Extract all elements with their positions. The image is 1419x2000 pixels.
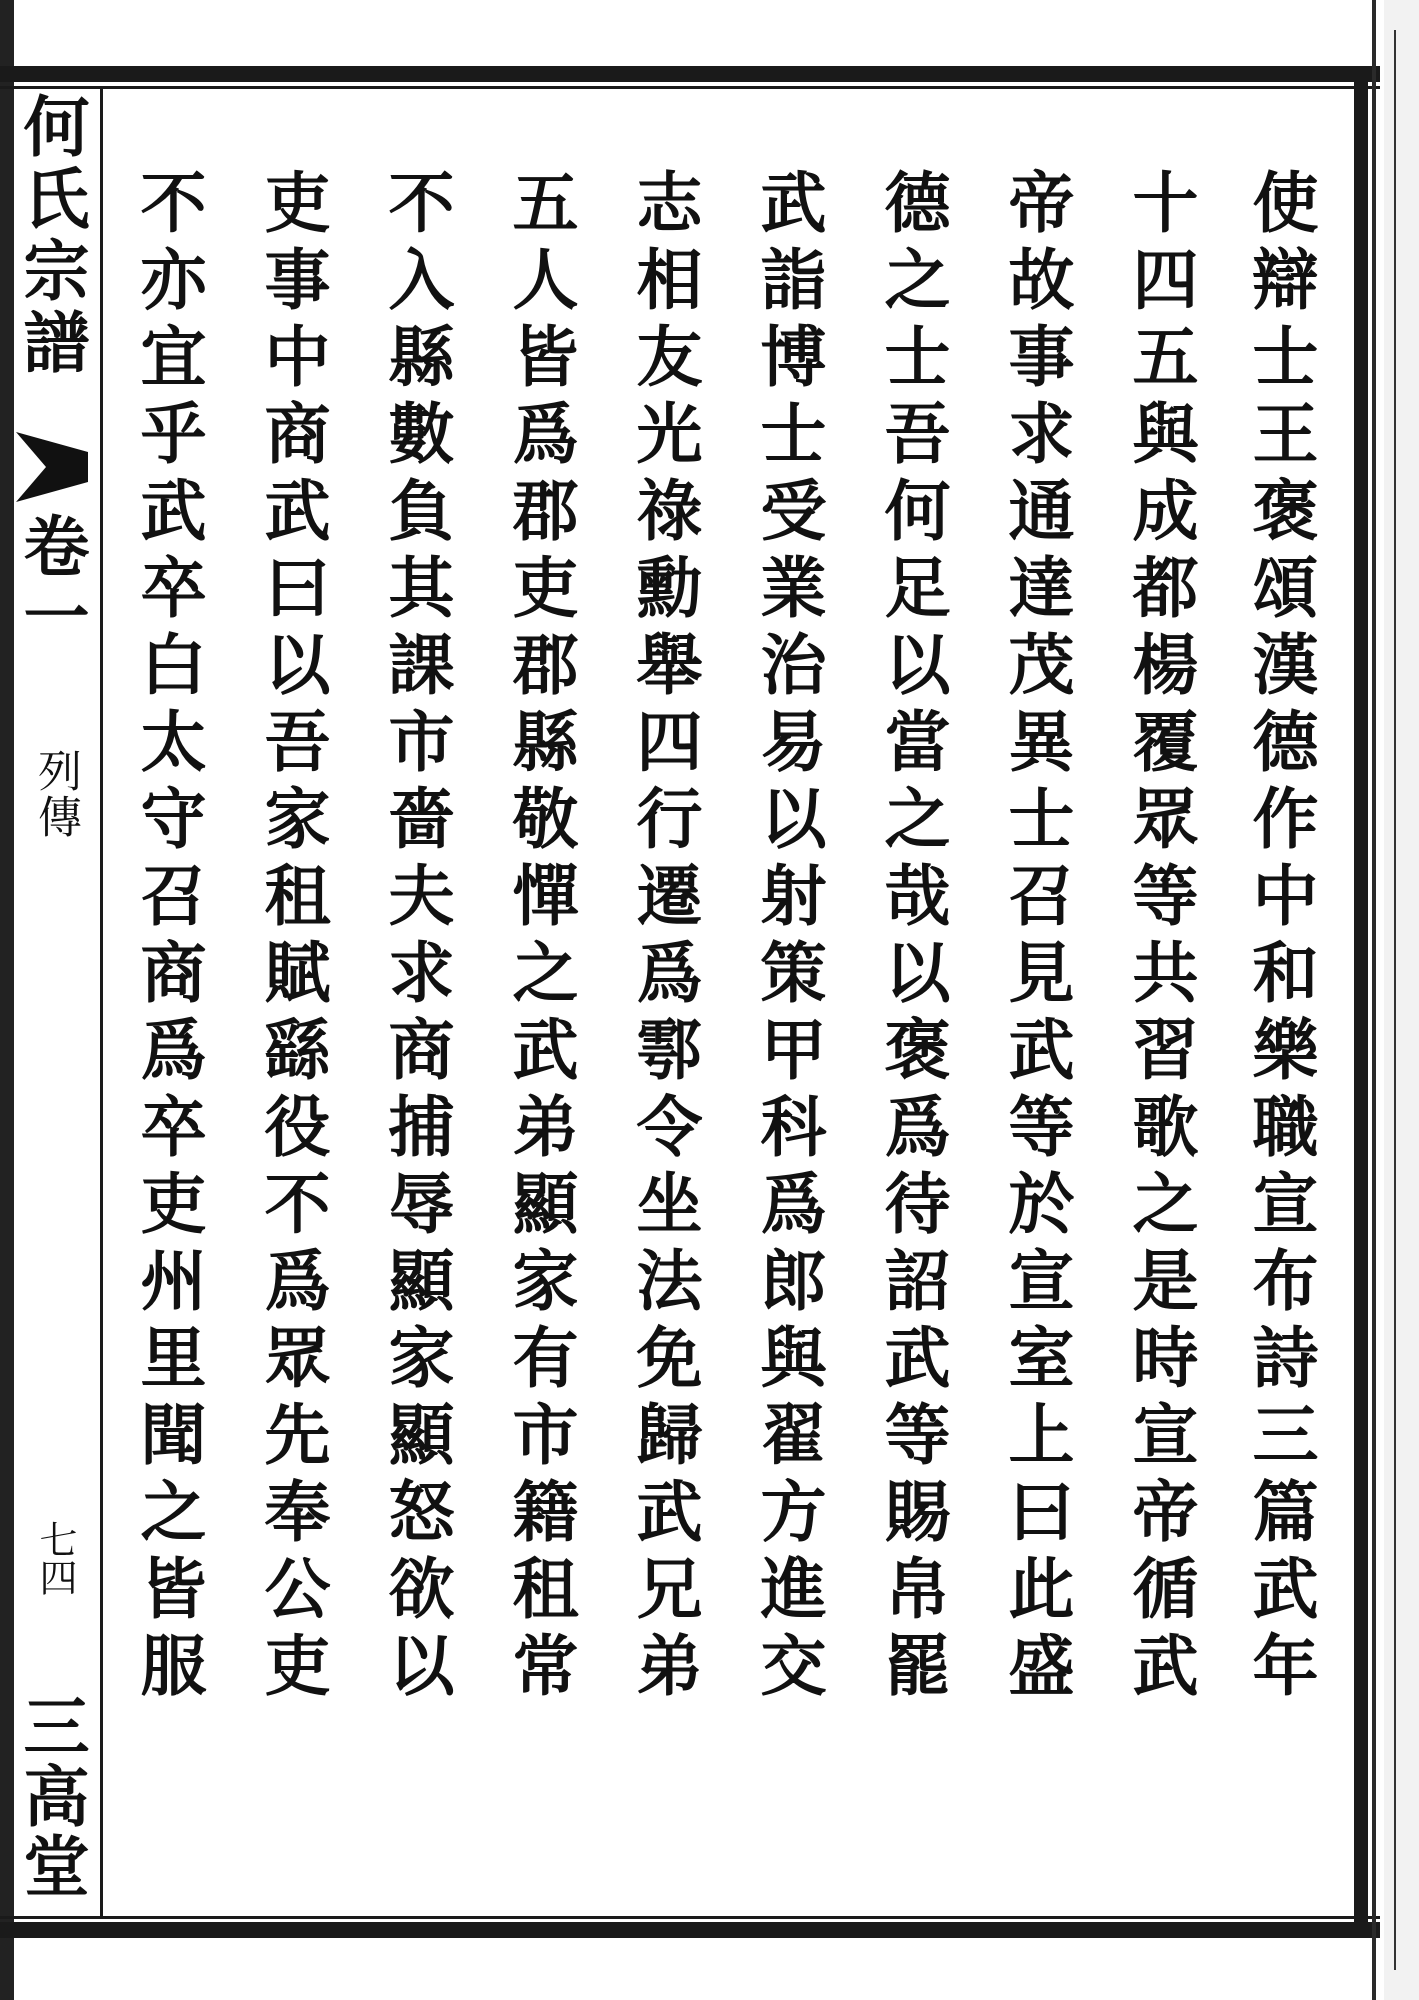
block-heart-banner <box>12 92 90 1912</box>
text-column-8: 不入縣數負其課市嗇夫求商捕辱顯家顯怒欲以 <box>377 168 455 1708</box>
text-column-4: 德之士吾何足以當之哉以褒爲待詔武等賜帛罷 <box>873 168 951 1708</box>
text-column-2: 十四五與成都楊覆眾等共習歌之是時宣帝循武 <box>1121 168 1199 1708</box>
book-title: 何氏宗譜 <box>12 92 90 380</box>
bottom-border-rule <box>0 1922 1380 1938</box>
text-column-6: 志相友光祿勳舉四行遷爲鄠令坐法免歸武兄弟 <box>625 168 703 1708</box>
section-label: 列傳 <box>30 748 81 840</box>
right-outer-rule <box>1372 0 1376 2000</box>
text-column-5: 武詣博士受業治易以射策甲科爲郎與翟方進交 <box>749 168 827 1708</box>
text-column-10: 不亦宜乎武卒白太守召商爲卒吏州里聞之皆服 <box>129 168 207 1708</box>
text-column-7: 五人皆爲郡吏郡縣敬憚之武弟顯家有市籍租常 <box>501 168 579 1708</box>
top-border-inner-rule <box>0 86 1380 89</box>
fish-tail-mark-icon <box>16 432 88 502</box>
banner-margin-line <box>100 89 103 1916</box>
text-column-3: 帝故事求通達茂異士召見武等於宣室上曰此盛 <box>997 168 1075 1708</box>
bottom-border-inner-rule <box>0 1916 1380 1919</box>
text-column-9: 吏事中商武曰以吾家租賦繇役不爲眾先奉公吏 <box>253 168 331 1708</box>
right-border-rule <box>1354 66 1368 1938</box>
page-right-edge-line <box>1394 30 1396 1970</box>
page-right-edge <box>1384 0 1419 2000</box>
page-number: 七四 <box>33 1520 77 1596</box>
volume-label: 卷一 <box>12 512 90 652</box>
hall-name: 三高堂 <box>12 1692 90 1902</box>
text-column-1: 使辯士王褒頌漢德作中和樂職宣布詩三篇武年 <box>1241 168 1319 1708</box>
top-border-rule <box>0 66 1380 82</box>
